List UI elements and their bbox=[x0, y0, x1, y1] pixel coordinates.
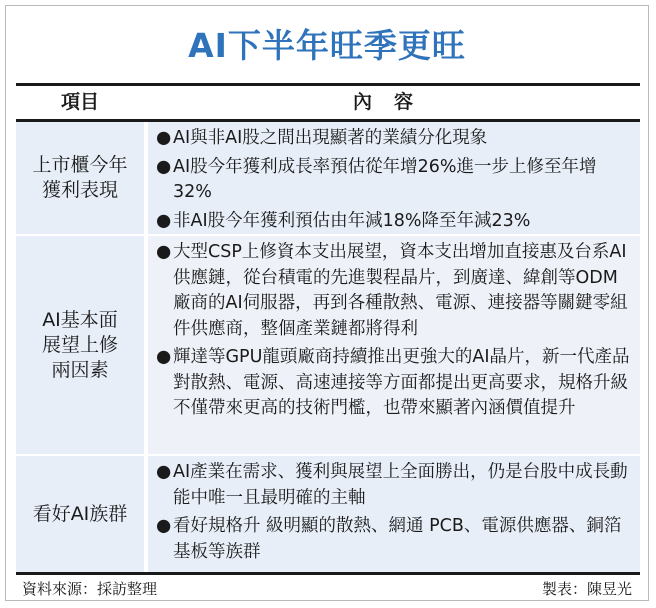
bullet-item: ● AI產業在需求、獲利與展望上全面勝出，仍是台股中成長動能中唯一且最明確的主軸 bbox=[156, 462, 628, 508]
header-content: 內容 bbox=[352, 91, 435, 113]
bullet-text: 看好規格升 級明顯的散熱、網通 PCB、電源供應器、銅箔基板等族群 bbox=[173, 516, 622, 562]
page-title: AI下半年旺季更旺 bbox=[188, 26, 466, 65]
row-content bbox=[148, 236, 640, 454]
row-label bbox=[16, 122, 144, 234]
bullet-text: AI產業在需求、獲利與展望上全面勝出，仍是台股中成長動能中唯一且最明確的主軸 bbox=[173, 462, 628, 508]
bottom-rule bbox=[16, 572, 640, 575]
row-label-line: 兩因素 bbox=[51, 358, 109, 381]
row-label-line: 展望上修 bbox=[41, 333, 118, 356]
table-header bbox=[16, 83, 640, 122]
row-label-line: 看好AI族群 bbox=[32, 502, 128, 525]
row-label bbox=[16, 236, 144, 454]
bullet-text: 大型CSP上修資本支出展望，資本支出增加直接惠及台系AI供應鏈，從台積電的先進製程晶片，到廣達、緯創等ODM廠商的AI伺服器，再到各種散熱、電源、連接器等關鍵零組件供應商，整個產業鏈都將得利 bbox=[173, 242, 628, 339]
row-content bbox=[148, 456, 640, 572]
table-row bbox=[16, 236, 640, 454]
row-label-line: 獲利表現 bbox=[41, 179, 118, 201]
bullet-item: ● AI與非AI股之間出現顯著的業績分化現象 bbox=[156, 128, 488, 148]
header-item: 項目 bbox=[60, 91, 99, 113]
bullet-item: ● 大型CSP上修資本支出展望，資本支出增加直接惠及台系AI供應鏈，從台積電的先進製程晶片，到廣達、緯創等ODM廠商的AI伺服器，再到各種散熱、電源、連接器等關鍵零組件供應商，整個產業鏈都將得利 bbox=[156, 242, 628, 339]
bullet-text: AI與非AI股之間出現顯著的業績分化現象 bbox=[173, 128, 488, 148]
row-label-line: AI基本面 bbox=[42, 308, 118, 331]
bullet-item: ● 輝達等GPU龍頭廠商持續推出更強大的AI晶片，新一代產品對散熱、電源、高速連接等方面都提出更高要求，規格升級不僅帶來更高的技術門檻，也帶來顯著內涵價值提升 bbox=[156, 347, 630, 418]
row-content bbox=[148, 122, 640, 234]
bullet-item: ● 看好規格升 級明顯的散熱、網通 PCB、電源供應器、銅箔基板等族群 bbox=[156, 516, 622, 562]
bullet-text: 非AI股今年獲利預估由年減18%降至年減23% bbox=[173, 210, 531, 231]
row-label-line: 上市櫃今年 bbox=[32, 154, 128, 176]
bullet-text: AI股今年獲利成長率預估從年增26%進一步上修至年增32% bbox=[173, 156, 597, 202]
row-label bbox=[16, 456, 144, 572]
bullet-item: ● AI股今年獲利成長率預估從年增26%進一步上修至年增32% bbox=[156, 156, 597, 202]
infographic-frame bbox=[5, 5, 649, 601]
author-note: 製表：陳昱光 bbox=[541, 580, 632, 598]
table-row bbox=[16, 456, 640, 572]
bullet-item: ● 非AI股今年獲利預估由年減18%降至年減23% bbox=[156, 210, 531, 231]
bullet-text: 輝達等GPU龍頭廠商持續推出更強大的AI晶片，新一代產品對散熱、電源、高速連接等方面都提出更高要求，規格升級不僅帶來更高的技術門檻，也帶來顯著內涵價值提升 bbox=[173, 347, 630, 418]
table-row bbox=[16, 122, 640, 234]
source-note: 資料來源：採訪整理 bbox=[22, 580, 158, 598]
